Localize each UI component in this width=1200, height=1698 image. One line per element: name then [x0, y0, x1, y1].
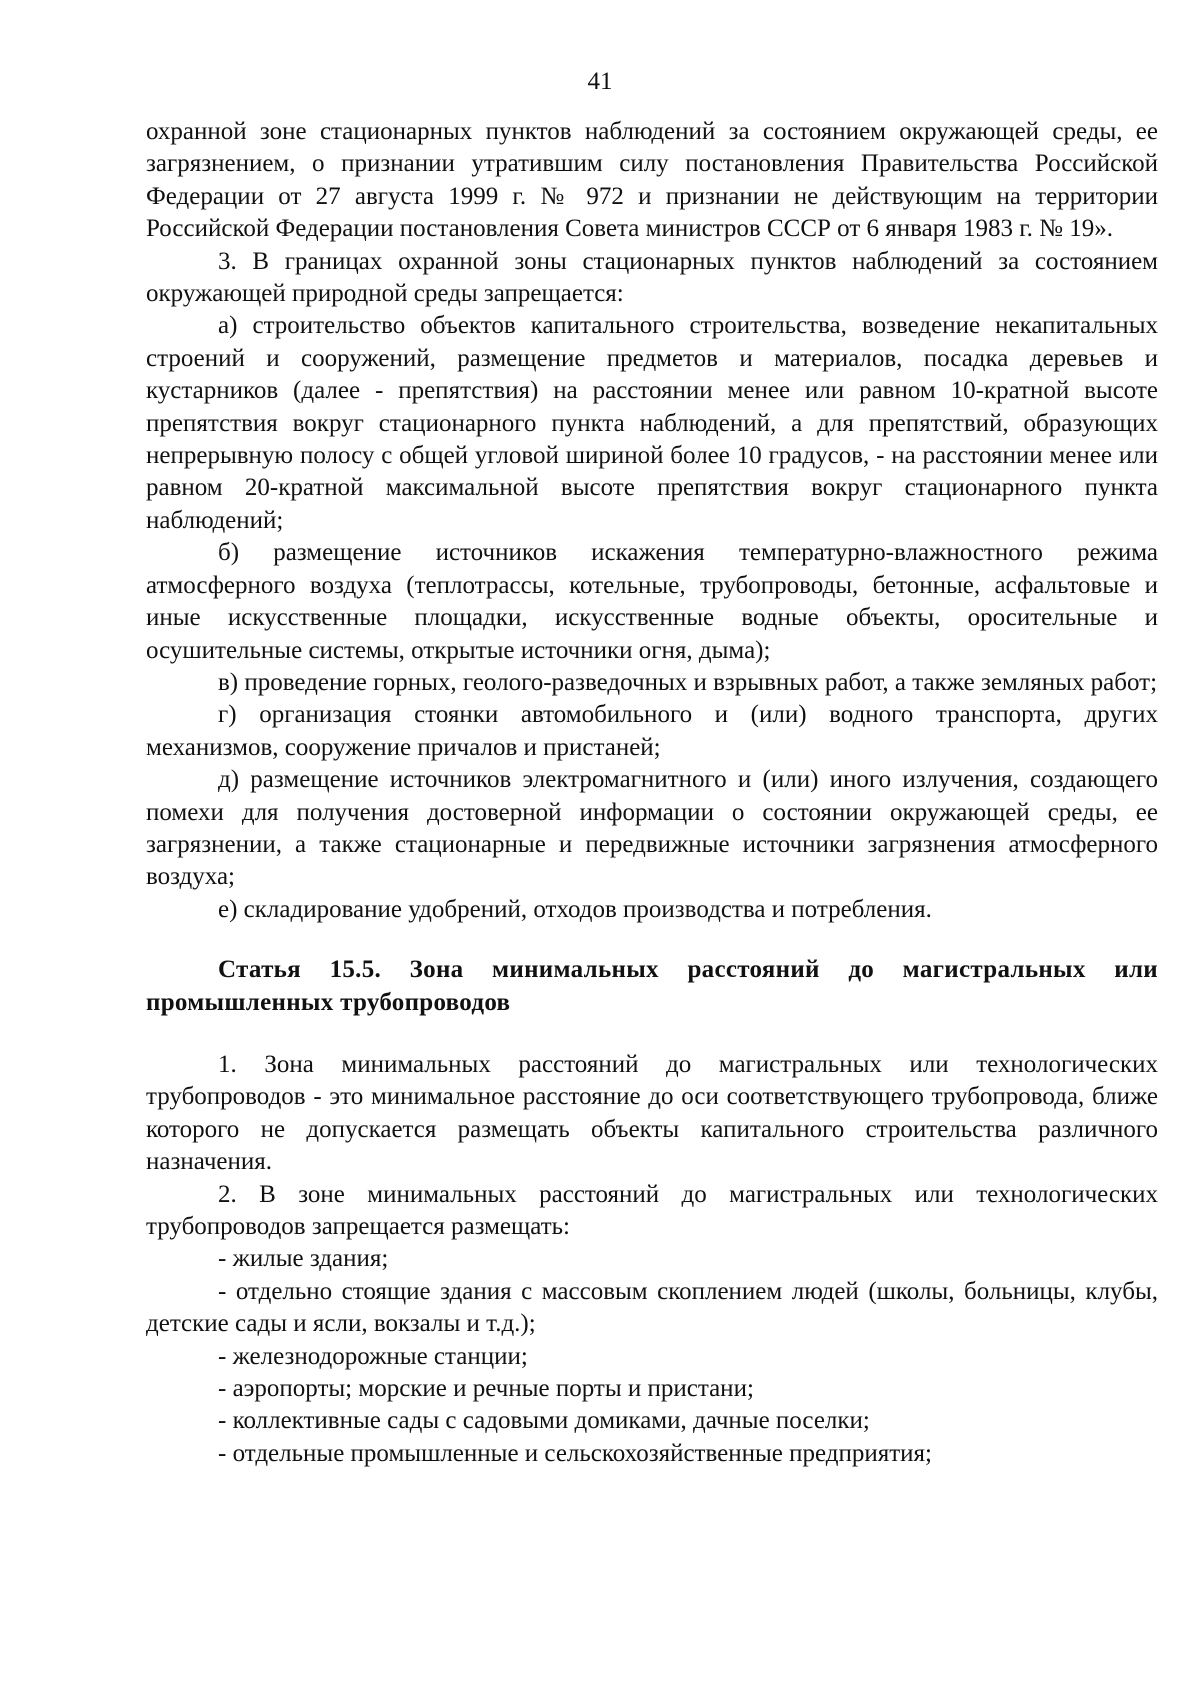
page-number: 41 — [587, 68, 613, 95]
document-body — [146, 116, 1158, 1470]
paragraph-subitem-d: д) размещение источников электромагнитного и (или) иного излучения, создающего помехи для получения достоверной информации о состоянии окружающей среды, ее загрязнении, а также стационарные и передвижные источники загрязнения атмосферного воздуха; — [146, 766, 1158, 891]
list-item: - аэропорты; морские и речные порты и пристани; — [218, 1375, 754, 1403]
paragraph-item-3: 3. В границах охранной зоны стационарных пунктов наблюдений за состоянием окружающей природной среды запрещается: — [146, 247, 1158, 308]
article-heading: Статья 15.5. Зона минимальных расстояний до магистральных или промышленных трубопроводов — [146, 956, 1158, 1016]
paragraph-continuation: охранной зоне стационарных пунктов наблюдений за состоянием окружающей среды, ее загрязнением, о признании утратившим силу постановления Правительства Российской Федерации от 27 августа 1999 г. № 972 и признании не действующим на территории Российской Федерации постановления Совета министров СССР от 6 января 1983 г. № 19». — [146, 118, 1158, 243]
list-item: - жилые здания; — [218, 1245, 389, 1273]
paragraph-subitem-b: б) размещение источников искажения температурно-влажностного режима атмосферного воздуха (теплотрассы, котельные, трубопроводы, бетонные, асфальтовые и иные искусственные площадки, искусственные водные объекты, оросительные и осушительные системы, открытые источники огня, дыма); — [146, 539, 1158, 664]
paragraph-subitem-v: в) проведение горных, геолого-разведочных и взрывных работ, а также земляных работ; — [218, 668, 1158, 696]
paragraph-subitem-a: а) строительство объектов капитального строительства, возведение некапитальных строений и сооружений, размещение предметов и материалов, посадка деревьев и кустарников (далее - препятствия) на расстоянии менее или равном 10-кратной высоте препятствия вокруг стационарного пункта наблюдений, а для препятствий, образующих непрерывную полосу с общей угловой шириной более 10 градусов, - на расстоянии менее или равном 20-кратной максимальной высоте препятствия вокруг стационарного пункта наблюдений; — [146, 312, 1158, 534]
paragraph-article-item-2: 2. В зоне минимальных расстояний до магистральных или технологических трубопроводов запрещается размещать: — [146, 1180, 1158, 1240]
paragraph-article-item-1: 1. Зона минимальных расстояний до магистральных или технологических трубопроводов - это минимальное расстояние до оси соответствующего трубопровода, ближе которого не допускается размещать объекты капитального строительства различного назначения. — [146, 1050, 1158, 1176]
paragraph-subitem-e: е) складирование удобрений, отходов производства и потребления. — [218, 895, 932, 923]
list-item: - коллективные сады с садовыми домиками, дачные поселки; — [218, 1407, 870, 1435]
list-item: - железнодорожные станции; — [218, 1342, 528, 1370]
paragraph-subitem-g: г) организация стоянки автомобильного и (или) водного транспорта, других механизмов, сооружение причалов и пристаней; — [146, 701, 1158, 761]
list-item: - отдельно стоящие здания с массовым скоплением людей (школы, больницы, клубы, детские сады и ясли, вокзалы и т.д.); — [146, 1277, 1158, 1338]
list-item: - отдельные промышленные и сельскохозяйственные предприятия; — [218, 1439, 933, 1467]
